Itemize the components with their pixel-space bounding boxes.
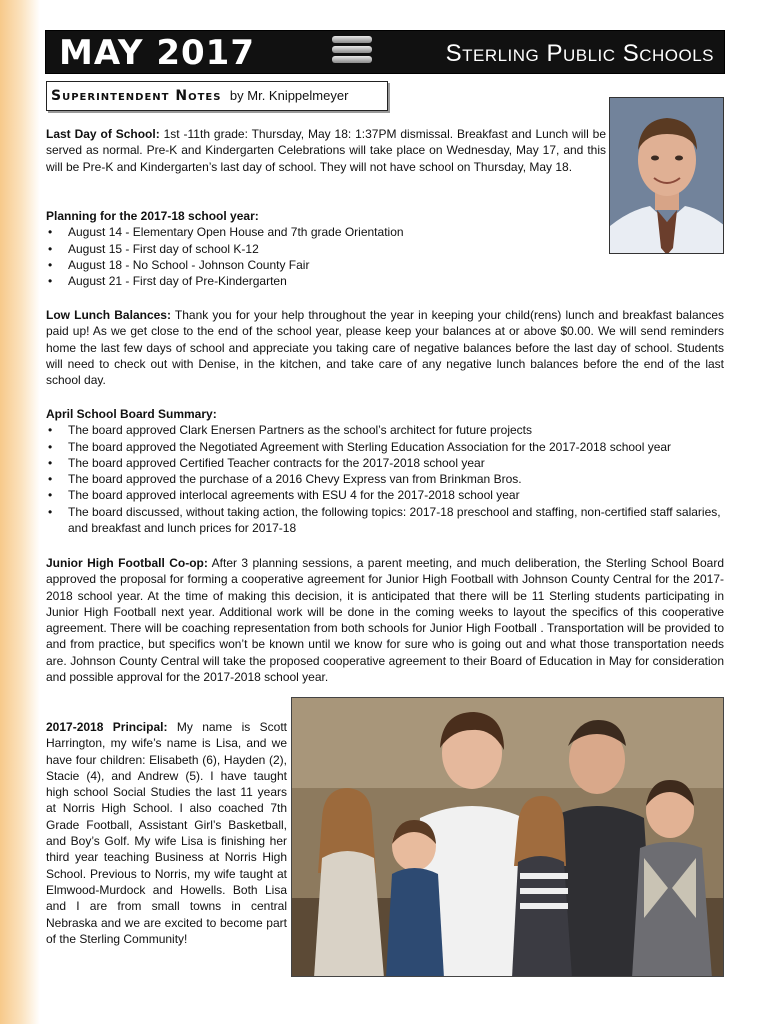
principal-paragraph: [46, 719, 287, 947]
board-summary-item: • The board approved interlocal agreements with ESU 4 for the 2017-2018 school year: [46, 487, 724, 503]
football-coop-paragraph: [46, 555, 724, 685]
football-coop-lead: Junior High Football Co-op:: [46, 556, 208, 570]
planning-item: • August 15 - First day of school K-12: [46, 241, 606, 257]
planning-item: • August 18 - No School - Johnson County Fair: [46, 257, 606, 273]
board-summary-item: • The board discussed, without taking action, the following topics: 2017-18 preschool and staffing, non-certified staff salaries, and breakfast and lunch prices for 2017-18: [46, 504, 724, 537]
principal-family-photo: [291, 697, 724, 977]
board-summary-list: [46, 422, 724, 536]
board-summary-item: • The board approved the Negotiated Agreement with Sterling Education Association for the 2017-2018 school year: [46, 439, 724, 455]
school-name: Sterling Public Schools: [445, 40, 714, 67]
low-lunch-body: Thank you for your help throughout the year in keeping your child(rens) lunch and breakfast balances paid up! As we get close to the end of the school year, please keep your balances at or above $0.00. We will send reminders home the last few days of school and appreciate you taking care of negative balances before the last day of school. Students will need to check out with Denise, in the kitchen, and take care of any negative lunch balances before the end of the last school day.: [46, 308, 724, 388]
page-edge-gradient: [0, 0, 40, 1024]
football-coop-body: After 3 planning sessions, a parent meeting, and much deliberation, the Sterling School Board approved the proposal for forming a cooperative agreement for Junior High Football with Johnson County Central for the 2017-2018 school year. At the time of making this decision, it is anticipated that there will be 11 Sterling students participating in Junior High Football next year. Additional work will be done in the coming weeks to layout the specifics of this cooperative agreement. There will be coaching representation from both schools for Junior High Football . Transportation will be provided to and from practice, but specifics won’t be known until we know for sure who is going out and what those transportation needs are. Johnson County Central will take the proposed cooperative agreement to their Board of Education in May for consideration and possible approval for the 2017-2018 school year.: [46, 556, 724, 685]
section-title: Superintendent Notes: [51, 88, 222, 104]
planning-list: [46, 224, 606, 289]
board-summary-heading: April School Board Summary:: [46, 407, 217, 421]
planning-section: [46, 208, 606, 289]
last-day-paragraph: [46, 126, 606, 175]
board-summary-item: • The board approved Clark Enersen Partners as the school’s architect for future projects: [46, 422, 724, 438]
newsletter-banner: [45, 30, 725, 74]
planning-heading: Planning for the 2017-18 school year:: [46, 209, 259, 223]
last-day-lead: Last Day of School:: [46, 127, 160, 141]
byline: by Mr. Knippelmeyer: [229, 88, 349, 103]
principal-body: My name is Scott Harrington, my wife’s name is Lisa, and we have four children: Elisabeth (6), Hayden (2), Stacie (4), and Andrew (5). I have taught high school Social Studies the last 11 years at Norris High School. I also coached 7th Grade Football, Assistant Girl’s Basketball, and Boy’s Golf. My wife Lisa is finishing her third year teaching Business at Norris High School. Previous to Norris, my wife taught at Elmwood-Murdock and Howells. Both Lisa and I are from small towns in central Nebraska and we are excited to become part of the Sterling Community!: [46, 720, 287, 946]
issue-title: MAY 2017: [59, 33, 255, 73]
low-lunch-paragraph: [46, 307, 724, 388]
low-lunch-lead: Low Lunch Balances:: [46, 308, 171, 322]
planning-item: • August 21 - First day of Pre-Kindergarten: [46, 273, 606, 289]
board-summary-item: • The board approved the purchase of a 2016 Chevy Express van from Brinkman Bros.: [46, 471, 724, 487]
board-summary-item: • The board approved Certified Teacher contracts for the 2017-2018 school year: [46, 455, 724, 471]
planning-item: • August 14 - Elementary Open House and 7th grade Orientation: [46, 224, 606, 240]
school-logo-icon: [332, 36, 372, 70]
last-day-body: 1st -11th grade: Thursday, May 18: 1:37PM dismissal. Breakfast and Lunch will be served as normal. Pre-K and Kindergarten Celebrations will take place on Wednesday, May 17, and this will be Pre-K and Kindergarten’s last day of school. They will not have school on Thursday, May 18.: [46, 127, 606, 174]
board-summary-section: [46, 406, 724, 536]
superintendent-portrait: [609, 97, 724, 254]
principal-lead: 2017-2018 Principal:: [46, 720, 168, 734]
superintendent-notes-header: [46, 81, 388, 111]
